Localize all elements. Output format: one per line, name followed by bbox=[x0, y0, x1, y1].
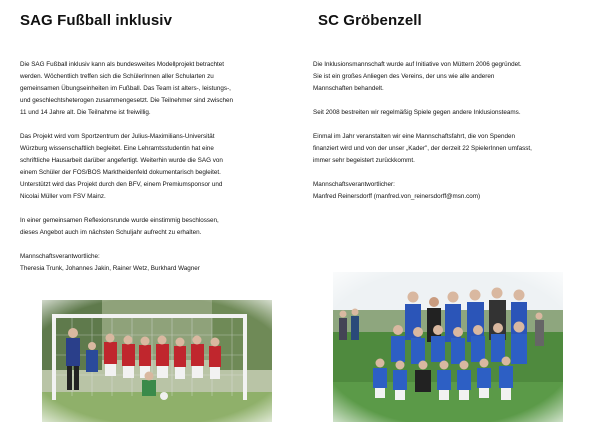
text-line: immer sehr begeistert zurückkommt. bbox=[313, 157, 415, 164]
left-paragraph-2 bbox=[20, 131, 282, 203]
right-paragraph-1 bbox=[313, 59, 583, 95]
left-team-managers bbox=[20, 251, 282, 275]
text-line: und geschlechtsheterogen zusammengesetzt. Die Teilnehmer sind zwischen bbox=[20, 97, 234, 104]
text-line: Unterstützt wird das Projekt durch den BFV, einem Premiumsponsor und bbox=[20, 181, 223, 188]
text-line: Seit 2008 bestreiten wir regelmäßig Spiele gegen andere Inklusionsteams. bbox=[313, 109, 521, 116]
text-line: schriftliche Hausarbeit darüber angefertigt. Weiterhin wurde die SAG von bbox=[20, 157, 223, 164]
team-photo-sag bbox=[42, 300, 272, 422]
left-body bbox=[20, 59, 282, 275]
team-photo-sag-image bbox=[42, 300, 272, 422]
text-line: einem Schüler der FOS/BOS Marktheidenfeld dokumentarisch begleitet. bbox=[20, 169, 221, 176]
text-line: Nicolai Müller vom FSV Mainz. bbox=[20, 193, 106, 200]
right-paragraph-3 bbox=[313, 131, 583, 167]
text-line: gemeinsamen Übungseinheiten im Fußball. Das Team ist alters-, leistungs-, bbox=[20, 85, 231, 92]
right-team-manager bbox=[313, 179, 583, 203]
right-paragraph-2 bbox=[313, 107, 583, 119]
text-line: In einer gemeinsamen Reflexionsrunde wurde einstimmig beschlossen, bbox=[20, 217, 219, 224]
text-line: finanziert wird und von der unser „Kader", der derzeit 22 SpielerInnen umfasst, bbox=[313, 145, 532, 152]
right-title: SC Gröbenzell bbox=[318, 12, 422, 29]
left-paragraph-3 bbox=[20, 215, 282, 239]
text-line: Einmal im Jahr veranstalten wir eine Mannschaftsfahrt, die von Spenden bbox=[313, 133, 515, 140]
team-photo-sc-groebenzell bbox=[333, 272, 563, 422]
text-line: Das Projekt wird vom Sportzentrum der Julius-Maximilians-Universität bbox=[20, 133, 215, 140]
text-line: Die Inklusionsmannschaft wurde auf Initiative von Müttern 2006 gegründet. bbox=[313, 61, 522, 68]
text-line: Mannschaften behandelt. bbox=[313, 85, 384, 92]
text-line: dieses Angebot auch im nächsten Schuljahr aufrecht zu erhalten. bbox=[20, 229, 202, 236]
team-manager-name: Manfred Reinersdorff (manfred.von_reinersdorff@msn.com) bbox=[313, 193, 481, 200]
left-title: SAG Fußball inklusiv bbox=[20, 12, 173, 29]
team-manager-label: Mannschaftsverantwortlicher: bbox=[313, 181, 395, 188]
team-managers-names: Theresia Trunk, Johannes Jakin, Rainer Wetz, Burkhard Wagner bbox=[20, 265, 200, 272]
right-body bbox=[313, 59, 583, 203]
text-line: Die SAG Fußball inklusiv kann als bundesweites Modellprojekt betrachtet bbox=[20, 61, 225, 68]
text-line: 11 und 14 Jahre alt. Die Teilnahme ist freiwillig. bbox=[20, 109, 151, 116]
team-managers-label: Mannschaftsverantwortliche: bbox=[20, 253, 100, 260]
text-line: Würzburg wissenschaftlich begleitet. Eine Lehramtsstudentin hat eine bbox=[20, 145, 214, 152]
team-photo-sc-groebenzell-image bbox=[333, 272, 563, 422]
text-line: Sie ist ein großes Anliegen des Vereins, der uns wie alle anderen bbox=[313, 73, 495, 80]
text-line: werden. Wöchentlich treffen sich die SchülerInnen aller Schularten zu bbox=[20, 73, 214, 80]
left-paragraph-1 bbox=[20, 59, 282, 119]
